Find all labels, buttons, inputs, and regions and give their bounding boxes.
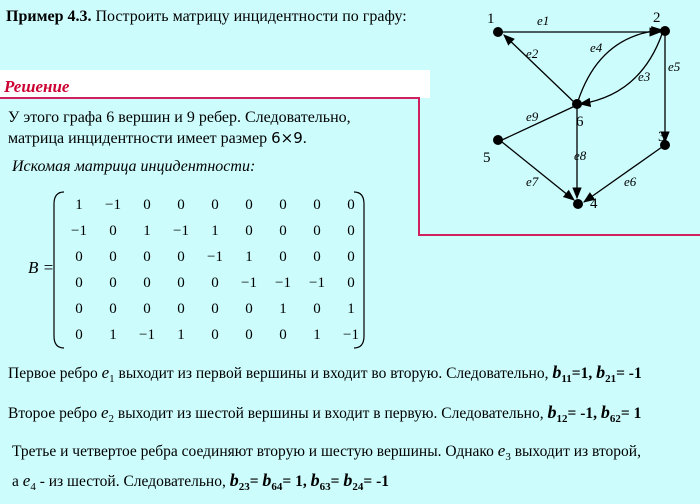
vertex-label-4: 4 (590, 196, 598, 212)
p1-b2-sub: 21 (605, 373, 617, 386)
matrix-cell: 0 (211, 274, 219, 291)
task-text: Построить матрицу инцидентности по графу: (95, 8, 407, 25)
vertex-label-6: 6 (576, 114, 584, 130)
matrix-cell: 1 (245, 248, 253, 265)
matrix-cell: 0 (143, 196, 151, 213)
matrix-cell: 1 (347, 300, 355, 317)
vertex-6 (572, 99, 582, 109)
matrix-cell: 0 (279, 222, 287, 239)
edge-label-e6: e6 (624, 174, 637, 189)
desc-line-1: У этого графа 6 вершин и 9 ребер. Следовательно, (8, 109, 351, 126)
edge-label-e7: e7 (526, 174, 539, 189)
desc-line-2 (8, 128, 351, 149)
matrix-cell: 0 (279, 196, 287, 213)
matrix-cell: 0 (245, 326, 253, 343)
vertex-label-1: 1 (487, 11, 495, 27)
page-title (6, 8, 407, 26)
p4-b3-sub: 63 (319, 481, 331, 494)
vertex-label-5: 5 (483, 150, 491, 166)
paragraph-3 (12, 441, 641, 463)
matrix-cell: −1 (105, 196, 121, 213)
matrix-cell: 0 (177, 196, 185, 213)
p2-b2: b (600, 402, 610, 422)
vertex-label-3: 3 (658, 129, 666, 145)
matrix-row (62, 244, 368, 270)
matrix-cell: −1 (241, 274, 257, 291)
p3-text-a: Третье и четвертое ребра соединяют вторую и шестую вершины. Однако (12, 443, 498, 460)
desc-end: . (302, 130, 307, 147)
matrix-cell: 0 (313, 300, 321, 317)
edge-label-e8: e8 (574, 148, 587, 163)
p1-b2: b (596, 362, 606, 382)
matrix-cell: 0 (313, 222, 321, 239)
p2-text-b: выходит из шестой вершины и входит в первую. Следовательно, (114, 405, 548, 422)
p1-text-b: выходит из первой вершины и входит во вторую. Следовательно, (114, 365, 553, 382)
matrix-cell: 0 (143, 300, 151, 317)
vertex-4 (573, 199, 583, 209)
edge-label-e1: e1 (537, 13, 550, 28)
matrix-row (62, 218, 368, 244)
p4-b2: b (262, 470, 272, 490)
matrix-cell: 0 (313, 196, 321, 213)
description (8, 107, 351, 149)
p1-b1-sub: 11 (561, 373, 572, 386)
matrix-cell: 0 (211, 326, 219, 343)
edge-e9 (502, 106, 575, 140)
p2-b2-val: = 1 (620, 405, 642, 422)
paragraph-4 (12, 470, 389, 493)
p3-edge: e (497, 441, 506, 460)
edge-e7 (502, 142, 574, 200)
p4-b2-sub: 64 (271, 481, 283, 494)
p3-text-b: выходит из второй, (510, 443, 641, 460)
matrix-cell: 0 (245, 300, 253, 317)
matrix-cell: 0 (245, 196, 253, 213)
matrix-cell: 0 (109, 300, 117, 317)
matrix-cell: 0 (177, 300, 185, 317)
matrix-cell: −1 (139, 326, 155, 343)
matrix-cell: 1 (177, 326, 185, 343)
p1-edge: e (101, 363, 110, 382)
matrix-cell: 1 (211, 222, 219, 239)
matrix-cell: 0 (143, 274, 151, 291)
matrix-cell: 0 (313, 248, 321, 265)
matrix-row (62, 270, 368, 296)
matrix-cell: 0 (347, 222, 355, 239)
p4-edge-sub: 4 (30, 481, 36, 494)
matrix-cell: 0 (347, 248, 355, 265)
matrix-row (62, 296, 368, 322)
edge-label-e3: e3 (638, 69, 651, 84)
edge-label-e9: e9 (526, 109, 539, 124)
p4-text-a: а (12, 473, 23, 490)
p1-b2-val: = -1 (616, 365, 642, 382)
p1-b1-val: =1, (571, 365, 597, 382)
matrix-cell: −1 (207, 248, 223, 265)
matrix-cell: 0 (109, 274, 117, 291)
p4-b1: b (229, 470, 239, 490)
incidence-matrix (62, 192, 368, 348)
matrix-cell: 0 (211, 196, 219, 213)
matrix-cell: 0 (143, 248, 151, 265)
p4-eq1: = (249, 473, 263, 490)
matrix-cell: 1 (75, 196, 83, 213)
p2-b2-sub: 62 (609, 413, 621, 426)
matrix-cell: 1 (109, 326, 117, 343)
edge-label-e2: e2 (526, 46, 539, 61)
p4-b1-sub: 23 (238, 481, 250, 494)
matrix-cell: 0 (177, 248, 185, 265)
p3-edge-sub: 3 (505, 451, 511, 464)
p2-b1-val: = -1, (567, 405, 601, 422)
p2-text-a: Второе ребро (8, 405, 101, 422)
matrix-cell: −1 (309, 274, 325, 291)
matrix-cell: 1 (313, 326, 321, 343)
matrix-cell: −1 (173, 222, 189, 239)
matrix-cell: 0 (211, 300, 219, 317)
matrix-cell: −1 (275, 274, 291, 291)
edge-label-e5: e5 (668, 59, 681, 74)
matrix-cell: 0 (75, 300, 83, 317)
matrix-cell: 0 (109, 222, 117, 239)
p1-b1: b (552, 362, 562, 382)
vertex-label-2: 2 (653, 10, 661, 26)
p2-b1: b (547, 402, 557, 422)
p4-b4-sub: 24 (352, 481, 364, 494)
desc-line-2-text: матрица инцидентности имеет размер (8, 130, 268, 147)
p1-text-a: Первое ребро (8, 365, 102, 382)
p2-edge: e (101, 403, 109, 422)
p4-eq4: = -1 (363, 473, 389, 490)
matrix-cell: 0 (279, 326, 287, 343)
p4-b3: b (310, 470, 320, 490)
divider-line (0, 97, 420, 99)
p1-edge-sub: 1 (109, 373, 115, 386)
matrix-cell: 0 (347, 274, 355, 291)
matrix-cell: −1 (343, 326, 359, 343)
graph-diagram (440, 0, 700, 230)
p4-edge: e (22, 471, 31, 490)
matrix-cell: 0 (177, 274, 185, 291)
p4-eq3: = (330, 473, 344, 490)
paragraph-1 (8, 362, 642, 385)
matrix-cell: 0 (75, 274, 83, 291)
matrix-cell: 0 (75, 326, 83, 343)
matrix-row (62, 322, 368, 348)
matrix-cell: 0 (109, 248, 117, 265)
matrix-cell: 1 (143, 222, 151, 239)
matrix-cell: 0 (279, 248, 287, 265)
edge-label-e4: e4 (590, 40, 603, 55)
vertex-2 (660, 26, 670, 36)
p4-eq2: = 1, (282, 473, 311, 490)
edge-e6 (584, 147, 662, 202)
matrix-row (62, 192, 368, 218)
example-number: Пример 4.3. (6, 8, 92, 25)
p2-edge-sub: 2 (108, 413, 115, 426)
edge-e2 (504, 35, 576, 104)
p4-text-b: - из шестой. Следовательно, (35, 473, 230, 490)
matrix-cell: 0 (347, 196, 355, 213)
matrix-cell: 0 (245, 222, 253, 239)
paragraph-2 (8, 402, 641, 425)
vertex-1 (493, 27, 503, 37)
vertex-5 (493, 135, 503, 145)
matrix-cell: 1 (279, 300, 287, 317)
matrix-cell: 0 (75, 248, 83, 265)
matrix-heading: Искомая матрица инцидентности: (12, 158, 256, 175)
matrix-size: 6×9 (271, 129, 303, 147)
matrix-cell: −1 (71, 222, 87, 239)
p2-b1-sub: 12 (556, 413, 568, 426)
matrix-label: B = (28, 258, 55, 277)
p4-b4: b (343, 470, 353, 490)
solution-heading: Решение (4, 77, 70, 96)
